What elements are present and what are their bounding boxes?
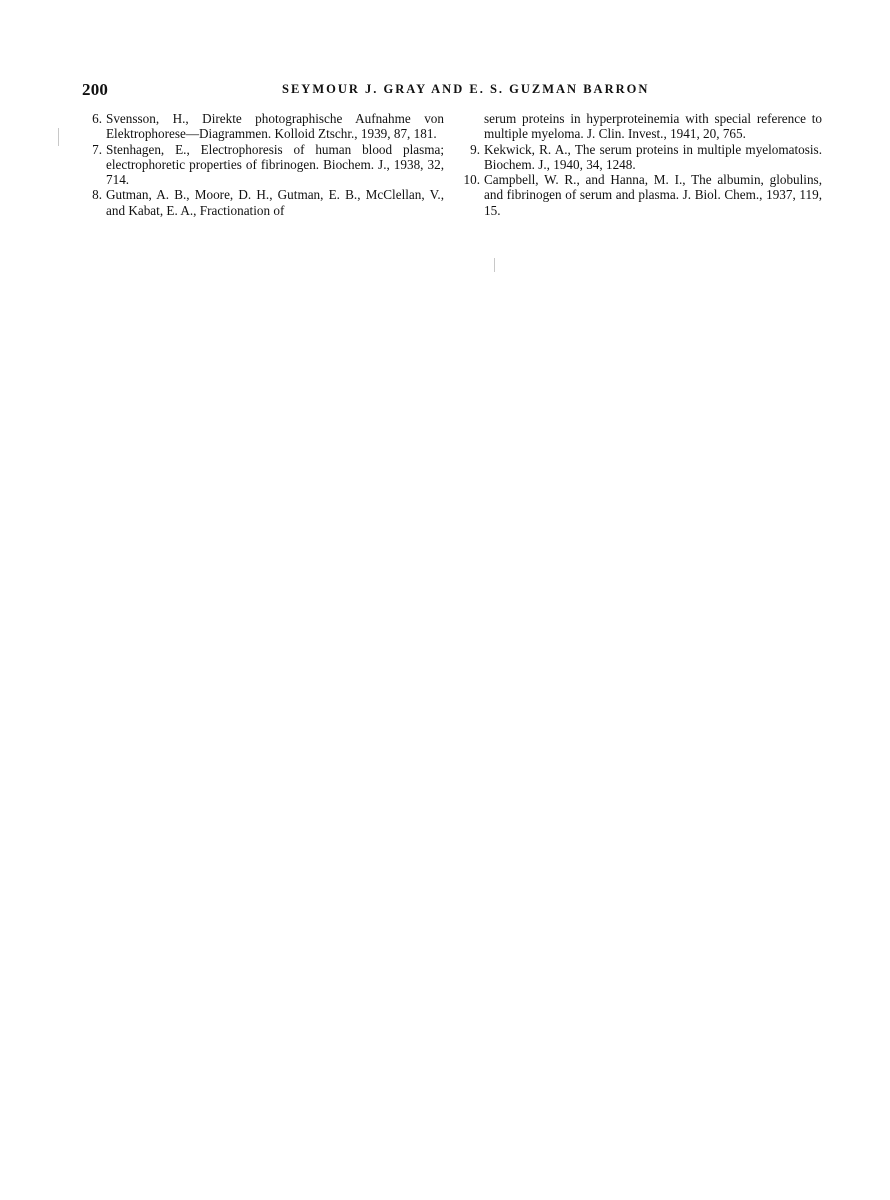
reference-number: 9. bbox=[470, 141, 480, 157]
reference-number: 8. bbox=[92, 187, 102, 203]
reference-item bbox=[82, 111, 444, 142]
reference-column-left bbox=[82, 111, 444, 218]
reference-text: Kekwick, R. A., The serum proteins in multiple myelomatosis. Biochem. J., 1940, 34, 1248. bbox=[484, 141, 822, 172]
reference-item bbox=[82, 142, 444, 188]
margin-mark bbox=[58, 128, 59, 146]
reference-item-continuation bbox=[460, 111, 822, 142]
reference-item bbox=[460, 142, 822, 173]
reference-text: Stenhagen, E., Electrophoresis of human blood plasma; electrophoretic properties of fibrinogen. Biochem. J., 1938, 32, 714. bbox=[106, 141, 444, 188]
running-head: SEYMOUR J. GRAY AND E. S. GUZMAN BARRON bbox=[282, 82, 650, 96]
reference-number: 7. bbox=[92, 141, 102, 157]
reference-text: Gutman, A. B., Moore, D. H., Gutman, E. B., McClellan, V., and Kabat, E. A., Fractionation of bbox=[106, 187, 444, 218]
reference-text: serum proteins in hyperproteinemia with special reference to multiple myeloma. J. Clin. Invest., 1941, 20, 765. bbox=[484, 111, 822, 142]
reference-column-right bbox=[460, 111, 822, 218]
reference-text: Campbell, W. R., and Hanna, M. I., The albumin, globulins, and fibrinogen of serum and plasma. J. Biol. Chem., 1937, 119, 15. bbox=[484, 172, 822, 218]
reference-number: 10. bbox=[463, 172, 480, 188]
margin-mark bbox=[494, 258, 495, 272]
page-number: 200 bbox=[82, 80, 109, 99]
reference-number: 6. bbox=[92, 111, 102, 126]
reference-item bbox=[460, 172, 822, 218]
reference-item bbox=[82, 187, 444, 218]
reference-text: Svensson, H., Direkte photographische Aufnahme von Elektrophorese—Diagrammen. Kolloid Ztschr., 1939, 87, 181. bbox=[106, 111, 444, 142]
